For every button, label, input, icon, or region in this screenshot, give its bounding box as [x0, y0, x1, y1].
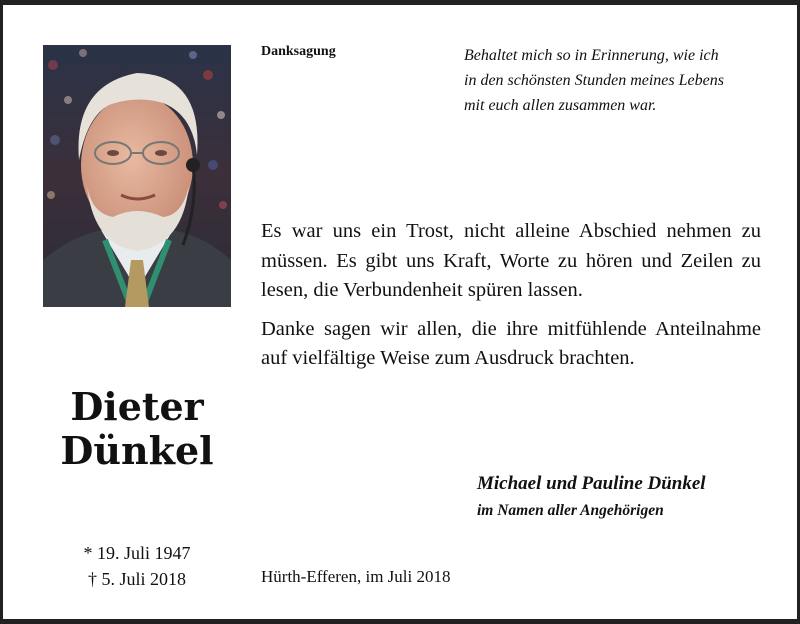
heading-danksagung: Danksagung	[261, 44, 336, 59]
last-name: Dünkel	[60, 428, 214, 473]
place-and-date: Hürth-Efferen, im Juli 2018	[261, 567, 451, 586]
memorial-quote	[464, 43, 774, 118]
death-date: † 5. Juli 2018	[87, 569, 186, 589]
signature	[477, 470, 777, 524]
life-dates	[43, 540, 231, 592]
quote-line: mit euch allen zusammen war.	[464, 97, 657, 114]
birth-date: * 19. Juli 1947	[83, 543, 191, 563]
thank-you-text	[261, 217, 761, 383]
signature-subline: im Namen aller Angehörigen	[477, 502, 664, 519]
portrait-photo	[43, 45, 231, 307]
paragraph-comfort: Es war uns ein Trost, nicht alleine Abschied nehmen zu müssen. Es gibt uns Kraft, Worte zu hören und Zeilen zu lesen, die Verbundenheit spüren lassen.	[261, 220, 761, 301]
quote-line: Behaltet mich so in Erinnerung, wie ich	[464, 47, 719, 64]
deceased-name	[43, 385, 231, 473]
paragraph-thanks: Danke sagen wir allen, die ihre mitfühlende Anteilnahme auf vielfältige Weise zum Ausdruck brachten.	[261, 317, 761, 369]
first-name: Dieter	[70, 384, 204, 429]
signature-names: Michael und Pauline Dünkel	[477, 473, 706, 494]
quote-line: in den schönsten Stunden meines Lebens	[464, 72, 724, 89]
